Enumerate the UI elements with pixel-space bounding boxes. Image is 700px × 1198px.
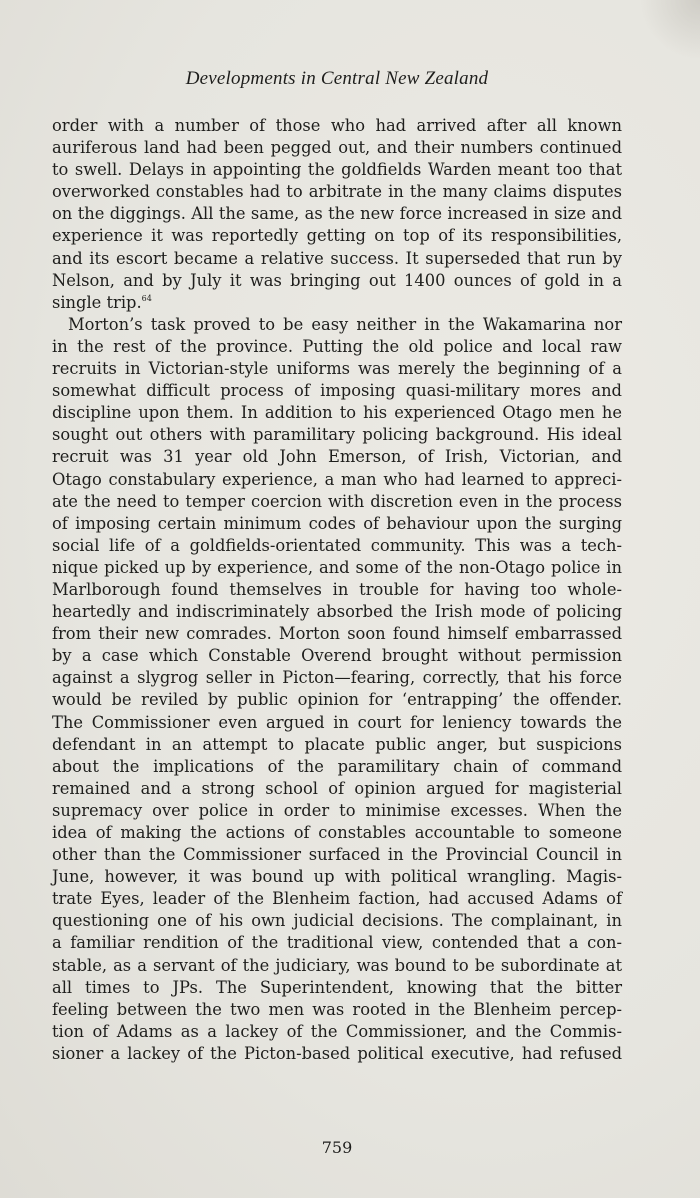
footnote-marker: 64 <box>141 293 152 303</box>
text-line: and its escort became a relative success. It superseded that run by <box>52 248 622 268</box>
text-line: all times to JPs. The Superintendent, knowing that the bitter <box>52 977 622 997</box>
text-line: trate Eyes, leader of the Blenheim faction, had accused Adams of <box>52 889 622 909</box>
text-line: on the diggings. All the same, as the new force increased in size and <box>52 204 622 224</box>
text-line: sought out others with paramilitary policing background. His ideal <box>52 425 622 445</box>
text-line: June, however, it was bound up with political wrangling. Magis- <box>52 867 622 887</box>
text-line: questioning one of his own judicial decisions. The complainant, in <box>52 911 622 931</box>
text-line: somewhat difficult process of imposing quasi-military mores and <box>52 381 622 401</box>
text-line: recruit was 31 year old John Emerson, of Irish, Victorian, and <box>52 447 622 467</box>
text-line: heartedly and indiscriminately absorbed the Irish mode of policing <box>52 602 622 622</box>
page-number: 759 <box>321 1138 353 1157</box>
paragraph-2 <box>52 314 622 1065</box>
text-line: order with a number of those who had arrived after all known <box>52 116 622 135</box>
text-line: auriferous land had been pegged out, and their numbers continued <box>52 138 622 158</box>
text-line: recruits in Victorian-style uniforms was merely the beginning of a <box>52 359 622 379</box>
text-line: Nelson, and by July it was bringing out 1400 ounces of gold in a <box>52 270 622 290</box>
text-line: The Commissioner even argued in court for leniency towards the <box>52 712 622 732</box>
text-line: Otago constabulary experience, a man who had learned to appreci- <box>52 469 622 489</box>
text-line: of imposing certain minimum codes of behaviour upon the surging <box>52 513 622 533</box>
text-line: social life of a goldfields-orientated community. This was a tech- <box>52 535 622 555</box>
body-text <box>52 115 622 1065</box>
text-line: experience it was reportedly getting on top of its responsibilities, <box>52 226 622 246</box>
text-line: idea of making the actions of constables accountable to someone <box>52 823 622 842</box>
text-line: by a case which Constable Overend brought without permission <box>52 646 622 666</box>
text-line: tion of Adams as a lackey of the Commissioner, and the Commis- <box>52 1021 622 1041</box>
text-line: stable, as a servant of the judiciary, was bound to be subordinate at <box>52 955 622 975</box>
text-line: Marlborough found themselves in trouble for having too whole- <box>52 579 622 599</box>
text-line: against a slygrog seller in Picton—fearing, correctly, that his force <box>52 668 622 688</box>
text-line: supremacy over police in order to minimise excesses. When the <box>52 800 622 820</box>
text-line-content: single trip. <box>52 292 142 312</box>
text-line: Morton’s task proved to be easy neither in the Wakamarina nor <box>68 314 622 334</box>
text-line: would be reviled by public opinion for ‘entrapping’ the offender. <box>52 690 622 710</box>
text-line: from their new comrades. Morton soon found himself embarrassed <box>52 624 622 644</box>
text-line: feeling between the two men was rooted in the Blenheim percep- <box>52 999 622 1019</box>
paragraph-1 <box>52 115 622 314</box>
text-line: to swell. Delays in appointing the goldfields Warden meant too that <box>52 160 622 180</box>
text-line: in the rest of the province. Putting the old police and local raw <box>52 336 622 356</box>
page-corner-shadow <box>640 0 700 60</box>
text-line: defendant in an attempt to placate public anger, but suspicions <box>52 734 622 754</box>
text-line-final <box>52 292 622 314</box>
text-line: about the implications of the paramilitary chain of command <box>52 756 622 776</box>
text-line: other than the Commissioner surfaced in the Provincial Council in <box>52 845 622 865</box>
text-line: remained and a strong school of opinion argued for magisterial <box>52 778 622 798</box>
text-line: overworked constables had to arbitrate in the many claims disputes <box>52 182 622 202</box>
text-line: ate the need to temper coercion with discretion even in the process <box>52 491 622 511</box>
text-line: nique picked up by experience, and some of the non-Otago police in <box>52 557 622 577</box>
text-line: a familiar rendition of the traditional view, contended that a con- <box>52 933 622 953</box>
text-line: discipline upon them. In addition to his experienced Otago men he <box>52 403 622 423</box>
text-line: sioner a lackey of the Picton-based political executive, had refused <box>52 1043 622 1063</box>
running-head: Developments in Central New Zealand <box>185 68 489 89</box>
